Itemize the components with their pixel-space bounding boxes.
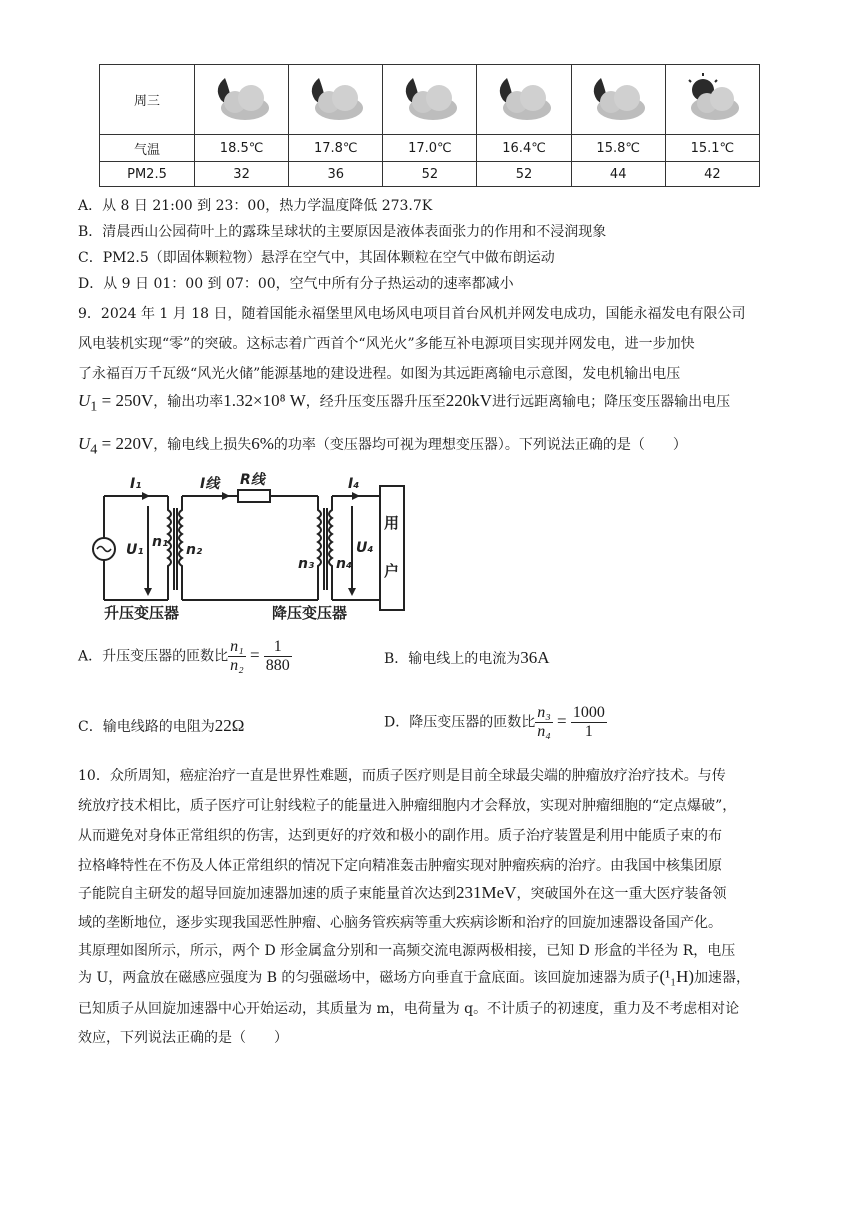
q9-line-5-part-a: ，输电线上损失 <box>153 437 252 453</box>
label-step-down: 降压变压器 <box>272 604 348 622</box>
q10-line-6: 域的垄断地位，逐步实现我国恶性肿瘤、心脑务管疾病等重大疾病诊断和治疗的回旋加速器设备国产化。 <box>78 915 722 931</box>
label-u4: U₄ <box>356 540 374 556</box>
weather-cell <box>289 65 383 135</box>
weather-table <box>99 64 760 187</box>
q9-line-4-part-c: 进行远距离输电；降压变压器输出电压 <box>492 394 731 410</box>
temperature-cell: 18.5℃ <box>195 135 289 162</box>
pm25-cell: 52 <box>477 162 571 187</box>
night-cloudy-icon <box>583 70 653 126</box>
weather-cell <box>383 65 477 135</box>
q9-option-a: A．升压变压器的匝数比 $\frac{\text{n₁}}{\text{n₂}}$ = $\frac{1}{880}$ <box>78 638 290 674</box>
night-cloudy-icon <box>301 70 371 126</box>
q10-line-10: 效应，下列说法正确的是（ ） <box>78 1030 288 1046</box>
q10-line-1: 10．众所周知，癌症治疗一直是世界性难题，而质子医疗则是目前全球最尖端的肿瘤放疗治疗技术。与传 <box>78 768 726 784</box>
temperature-row <box>100 135 760 162</box>
q9-line-1: 9．2024 年 1 月 18 日，随着国能永福堡里风电场风电项目首台风机并网发电成功，国能永福发电有限公司 <box>78 306 746 322</box>
q8-option-b: B．清晨西山公园荷叶上的露珠呈球状的主要原因是液体表面张力的作用和不浸润现象 <box>78 224 607 240</box>
proton-symbol: (¹₁H) <box>659 967 695 986</box>
voltage-up-value: 220kV <box>445 391 493 410</box>
q8-option-c: C．PM2.5（即固体颗粒物）悬浮在空气中，其固体颗粒在空气中做布朗运动 <box>78 250 555 266</box>
pm25-label: PM2.5 <box>100 162 195 187</box>
energy-value: 231MeV <box>456 883 517 902</box>
night-cloudy-icon <box>207 70 277 126</box>
weather-icon-row <box>100 65 760 135</box>
loss-value: 6% <box>251 434 274 453</box>
q9-line-3: 了永福百万千瓦级“风光火储”能源基地的建设进程。如图为其远距离输电示意图，发电机输出电压 <box>78 366 681 382</box>
pm25-cell: 36 <box>289 162 383 187</box>
pm25-row <box>100 162 760 187</box>
weather-cell <box>571 65 665 135</box>
q8-option-d: D．从 9 日 01：00 到 07：00，空气中所有分子热运动的速率都减小 <box>78 276 514 292</box>
pm25-cell: 42 <box>665 162 759 187</box>
weekday-cell: 周三 <box>100 65 195 135</box>
q9-option-c: C．输电线路的电阻为22Ω <box>78 716 245 735</box>
pm25-cell: 32 <box>195 162 289 187</box>
pm25-cell: 44 <box>571 162 665 187</box>
label-user-2: 户 <box>384 562 400 580</box>
temperature-cell: 15.8℃ <box>571 135 665 162</box>
label-u1: U₁ <box>126 542 144 558</box>
weather-cell <box>477 65 571 135</box>
label-n4: n₄ <box>336 556 353 572</box>
temperature-cell: 17.0℃ <box>383 135 477 162</box>
q9-line-4: $U_1 = 250V$，输出功率1.32×10⁸ W，经升压变压器升压至220kV进行远距离输电；降压变压器输出电压 <box>78 391 731 415</box>
q9-line-2: 风电装机实现“零”的突破。这标志着广西首个“风光火”多能互补电源项目实现并网发电，进一步加快 <box>78 336 695 352</box>
temperature-cell: 15.1℃ <box>665 135 759 162</box>
label-user-1: 用 <box>384 514 400 532</box>
label-n2: n₂ <box>186 542 203 558</box>
label-n3: n₃ <box>298 556 315 572</box>
label-step-up: 升压变压器 <box>104 604 180 622</box>
q10-line-5: 子能院自主研发的超导回旋加速器加速的质子束能量首次达到231MeV，突破国外在这一重大医疗装备领 <box>78 883 727 902</box>
label-i4: I₄ <box>348 476 360 492</box>
q10-line-7: 其原理如图所示，所示，两个 D 形金属盒分别和一高频交流电源两极相接，已知 D 形盒的半径为 R，电压 <box>78 943 736 959</box>
night-cloudy-icon <box>489 70 559 126</box>
sun-cloudy-icon <box>677 70 747 126</box>
weather-cell <box>195 65 289 135</box>
label-n1: n₁ <box>152 534 169 550</box>
temperature-label: 气温 <box>100 135 195 162</box>
temperature-cell: 17.8℃ <box>289 135 383 162</box>
weather-cell <box>665 65 759 135</box>
q8-option-a: A．从 8 日 21:00 到 23：00，热力学温度降低 273.7K <box>78 198 433 214</box>
q9-option-b: B．输电线上的电流为36A <box>384 648 550 667</box>
q10-line-8: 为 U，两盒放在磁感应强度为 B 的匀强磁场中，磁场方向垂直于盒底面。该回旋加速器为质子(¹₁H)加速器， <box>78 967 751 986</box>
label-i-line: I线 <box>200 476 220 492</box>
q10-line-9: 已知质子从回旋加速器中心开始运动，其质量为 m，电荷量为 q。不计质子的初速度，重力及不考虑相对论 <box>78 1001 740 1017</box>
night-cloudy-icon <box>395 70 465 126</box>
temperature-cell: 16.4℃ <box>477 135 571 162</box>
label-r-line: R线 <box>240 472 265 488</box>
power-value: 1.32×10⁸ W <box>223 391 306 410</box>
transmission-circuit-diagram <box>90 472 420 622</box>
q9-line-4-part-a: ，输出功率 <box>153 394 224 410</box>
q9-line-5-part-b: 的功率（变压器均可视为理想变压器）。下列说法正确的是（ ） <box>273 437 687 453</box>
q10-line-4: 拉格峰特性在不伤及人体正常组织的情况下定向精准轰击肿瘤实现对肿瘤疾病的治疗。由我国中核集团原 <box>78 858 722 874</box>
pm25-cell: 52 <box>383 162 477 187</box>
q10-line-3: 从而避免对身体正常组织的伤害，达到更好的疗效和极小的副作用。质子治疗装置是利用中能质子束的布 <box>78 828 722 844</box>
q9-line-5: $U_4 = 220V$，输电线上损失6%的功率（变压器均可视为理想变压器）。下列说法正确的是（ ） <box>78 434 687 458</box>
q9-line-4-part-b: ，经升压变压器升压至 <box>305 394 446 410</box>
u4-value: = 220V <box>101 434 154 453</box>
q10-line-2: 统放疗技术相比，质子医疗可让射线粒子的能量进入肿瘤细胞内才会释放，实现对肿瘤细胞的“定点爆破”， <box>78 798 737 814</box>
q9-option-d: D．降压变压器的匝数比 $\frac{\text{n₃}}{\text{n₄}}$ = $\frac{1000}{1}$ <box>384 704 605 740</box>
u1-value: = 250V <box>101 391 154 410</box>
label-i1: I₁ <box>130 476 142 492</box>
